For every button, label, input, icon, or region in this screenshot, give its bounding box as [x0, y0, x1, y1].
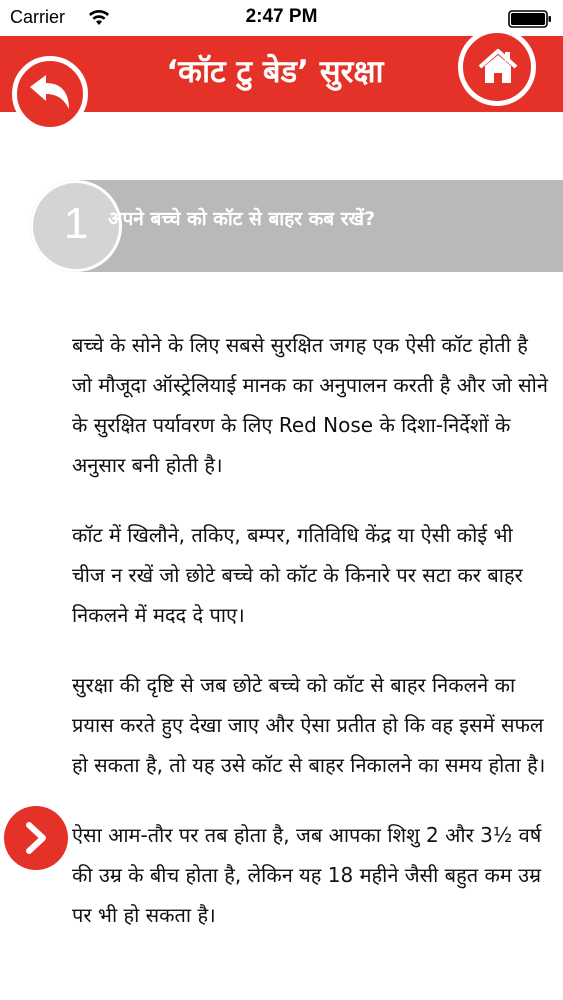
- section-banner: [30, 180, 563, 272]
- back-button[interactable]: [12, 56, 88, 132]
- home-button[interactable]: [458, 28, 536, 106]
- page-title: ‘कॉट टु बेड’ सुरक्षा: [166, 54, 384, 90]
- next-button[interactable]: [4, 806, 68, 870]
- home-icon: [476, 45, 520, 89]
- paragraph: बच्चे के सोने के लिए सबसे सुरक्षित जगह एक ऐसी कॉट होती है जो मौजूदा ऑस्ट्रेलियाई मानक का अनुपालन करती है और जो सोने के सुरक्षित पर्यावरण के लिए Red Nose के दिशा-निर्देशों के अनुसार बनी होती है।: [72, 333, 548, 477]
- carrier-label: Carrier: [10, 7, 66, 27]
- paragraph: ऐसा आम-तौर पर तब होता है, जब आपका शिशु 2 और 3½ वर्ष की उम्र के बीच होता है, लेकिन यह 18 महीने जैसी बहुत कम उम्र पर भी हो सकता है।: [72, 823, 542, 927]
- chevron-right-icon: [24, 822, 50, 854]
- section-heading: अपने बच्चे को कॉट से बाहर कब रखें?: [108, 208, 376, 230]
- paragraph: सुरक्षा की दृष्टि से जब छोटे बच्चे को कॉट से बाहर निकलने का प्रयास करते हुए देखा जाए और ऐसा प्रतीत हो कि वह इसमें सफल हो सकता है, तो यह उसे कॉट से बाहर निकालने का समय होता है।: [72, 673, 546, 777]
- back-arrow-icon: [27, 73, 75, 117]
- section-number: 1: [63, 199, 89, 248]
- battery-icon: [508, 10, 552, 28]
- status-time: 2:47 PM: [245, 6, 318, 27]
- header-bar: [0, 36, 563, 112]
- status-bar: [0, 0, 563, 36]
- paragraph: कॉट में खिलौने, तकिए, बम्पर, गतिविधि केंद्र या ऐसी कोई भी चीज न रखें जो छोटे बच्चे को कॉट के किनारे पर सटा कर बाहर निकलने में मदद दे पाए।: [72, 523, 523, 627]
- article-body: [72, 325, 548, 965]
